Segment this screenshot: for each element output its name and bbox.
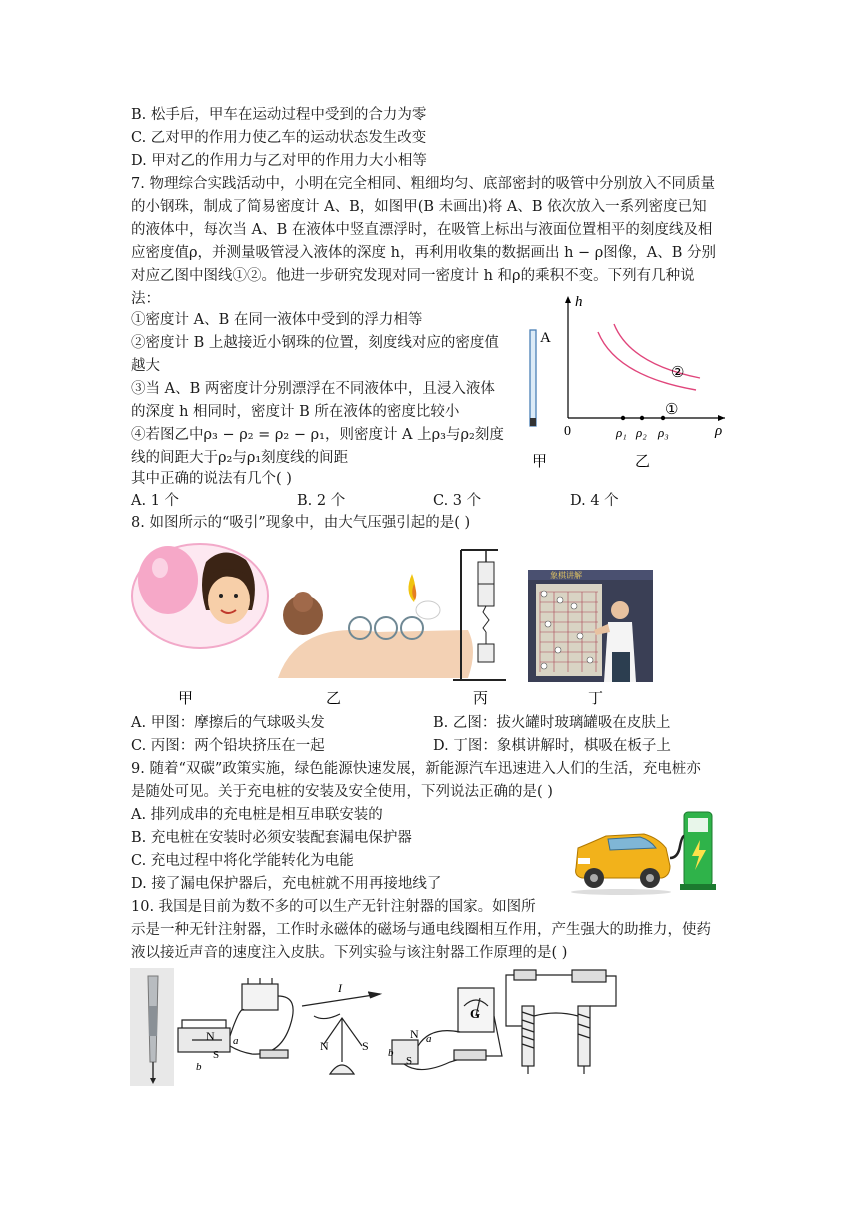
exp1-n-label: N: [206, 1029, 215, 1043]
needleless-injector-photo: [130, 968, 174, 1086]
tick-rho1: [621, 416, 625, 420]
q10-stem-line-2: 示是一种无针注射器，工作时永磁体的磁场与通电线圈相互作用，产生强大的助推力，使药: [131, 922, 711, 938]
q7-statement-2b: 越大: [131, 358, 160, 374]
x-axis-label: ρ: [715, 423, 723, 439]
experiment-oersted: [302, 992, 380, 1074]
figure-bing-lead-blocks: [453, 550, 506, 680]
q8-option-a: A. 甲图：摩擦后的气球吸头发: [131, 715, 325, 731]
q7-option-b: B. 2 个: [297, 493, 346, 509]
figure-caption-jia: 甲: [532, 454, 548, 470]
q7-stem-line-1: 7. 物理综合实践活动中，小明在完全相同、粗细均匀、底部密封的吸管中分别放入不同质量: [131, 176, 715, 192]
exp1-b-label: b: [196, 1061, 202, 1073]
y-axis-label: h: [575, 294, 583, 310]
q8-caption-ding: 丁: [588, 691, 604, 707]
q7-option-d: D. 4 个: [570, 493, 619, 509]
tick-rho3: [661, 416, 665, 420]
q10-stem-line-1: 10. 我国是目前为数不多的可以生产无针注射器的国家。如图所: [131, 899, 536, 915]
q8-option-c: C. 丙图：两个铅块挤压在一起: [131, 738, 325, 754]
steel-ball: [530, 418, 536, 426]
q9-option-d: D. 接了漏电保护器后，充电桩就不用再接地线了: [131, 876, 442, 892]
q8-caption-jia: 甲: [178, 691, 194, 707]
chess-board-title: 象棋讲解: [550, 571, 582, 580]
charging-cable: [670, 836, 684, 858]
q9-option-c: C. 充电过程中将化学能转化为电能: [131, 853, 354, 869]
curve-2-label: ②: [671, 365, 685, 381]
q7-statement-2a: ②密度计 B 上越接近小钢珠的位置，刻度线对应的密度值: [131, 335, 499, 351]
q8-caption-bing: 丙: [473, 691, 489, 707]
exp3-a-label: a: [426, 1033, 432, 1045]
figure-yi-cupping: [278, 574, 473, 678]
q8-option-d: D. 丁图：象棋讲解时，棋吸在板子上: [433, 738, 671, 754]
tick-label-rho3: ρ₃: [658, 425, 669, 440]
curve-1-label: ①: [665, 402, 679, 418]
q7-option-a: A. 1 个: [131, 493, 180, 509]
q9-option-a: A. 排列成串的充电桩是相互串联安装的: [131, 807, 383, 823]
q7-figure: [520, 292, 730, 472]
exp3-n-label: N: [410, 1027, 419, 1041]
q8-caption-yi: 乙: [326, 691, 342, 707]
q7-statement-4a: ④若图乙中ρ₃ − ρ₂ = ρ₂ − ρ₁，则密度计 A 上ρ₃与ρ₂刻度: [131, 427, 504, 443]
q7-statement-3b: 的深度 h 相同时，密度计 B 所在液体的密度比较小: [131, 404, 460, 420]
q10-figures: [130, 966, 630, 1088]
exp1-a-label: a: [233, 1035, 239, 1047]
q9-stem-line-1: 9. 随着“双碳”政策实施，绿色能源快速发展，新能源汽车迅速进入人们的生活，充电桩亦: [131, 761, 701, 777]
tick-rho2: [640, 416, 644, 420]
q7-statement-1: ①密度计 A、B 在同一液体中受到的浮力相等: [131, 312, 423, 328]
q7-stem-line-6: 法：: [131, 291, 160, 307]
y-axis-arrow-icon: [565, 296, 571, 303]
galvanometer-g-label: G: [470, 1006, 481, 1021]
density-tube: [530, 330, 536, 426]
experiment-electromagnets: [506, 970, 616, 1074]
tick-label-rho1: ρ₁: [616, 425, 627, 440]
exp1-s-label: S: [213, 1049, 220, 1061]
q7-stem-line-3: 的液体中，每次当 A、B 在液体中竖直漂浮时，在吸管上标出与液面位置相平的刻度线及相: [131, 222, 713, 238]
curve-2: [614, 324, 700, 378]
tube-label: A: [540, 330, 551, 346]
exp2-i-label: I: [338, 981, 342, 995]
charging-station-figure: [566, 806, 726, 896]
q6-option-d: D. 甲对乙的作用力与乙对甲的作用力大小相等: [131, 153, 427, 169]
q7-statement-3a: ③当 A、B 两密度计分别漂浮在不同液体中，且浸入液体: [131, 381, 495, 397]
q7-question: 其中正确的说法有几个( ): [131, 471, 292, 487]
q7-option-c: C. 3 个: [433, 493, 482, 509]
x-axis-arrow-icon: [718, 415, 725, 421]
q7-stem-line-4: 应密度值ρ，并测量吸管浸入液体的深度 h，再利用收集的数据画出 h − ρ图像，A、B 分别: [131, 245, 717, 261]
q9-stem-line-2: 是随处可见。关于充电桩的安装及安全使用，下列说法正确的是( ): [131, 784, 553, 800]
q6-option-b: B. 松手后，甲车在运动过程中受到的合力为零: [131, 107, 427, 123]
q6-option-c: C. 乙对甲的作用力使乙车的运动状态发生改变: [131, 130, 427, 146]
origin-label: 0: [564, 424, 571, 439]
exp3-b-label: b: [388, 1047, 394, 1059]
q8-option-b: B. 乙图：拔火罐时玻璃罐吸在皮肤上: [433, 715, 671, 731]
q8-stem: 8. 如图所示的“吸引”现象中，由大气压强引起的是( ): [131, 515, 471, 531]
figure-ding-chess-board: [528, 570, 653, 682]
q8-figures: [128, 540, 658, 710]
exp2-n-label: N: [320, 1039, 329, 1053]
figure-caption-yi: 乙: [635, 454, 651, 470]
q7-stem-line-5: 对应乙图中图线①②。他进一步研究发现对同一密度计 h 和ρ的乘积不变。下列有几种说: [131, 268, 695, 284]
q7-stem-line-2: 的小钢珠，制成了简易密度计 A、B，如图甲(B 未画出)将 A、B 依次放入一系列密度已知: [131, 199, 707, 215]
exp3-s-label: S: [406, 1055, 413, 1067]
figure-jia-balloon-girl: [132, 544, 268, 648]
exp2-s-label: S: [362, 1039, 369, 1053]
q9-option-b: B. 充电桩在安装时必须安装配套漏电保护器: [131, 830, 412, 846]
curve-1: [598, 332, 696, 390]
q7-statement-4b: 线的间距大于ρ₂与ρ₁刻度线的间距: [131, 450, 349, 466]
tick-label-rho2: ρ₂: [636, 425, 647, 440]
q10-stem-line-3: 液以接近声音的速度注入皮肤。下列实验与该注射器工作原理的是( ): [131, 945, 568, 961]
